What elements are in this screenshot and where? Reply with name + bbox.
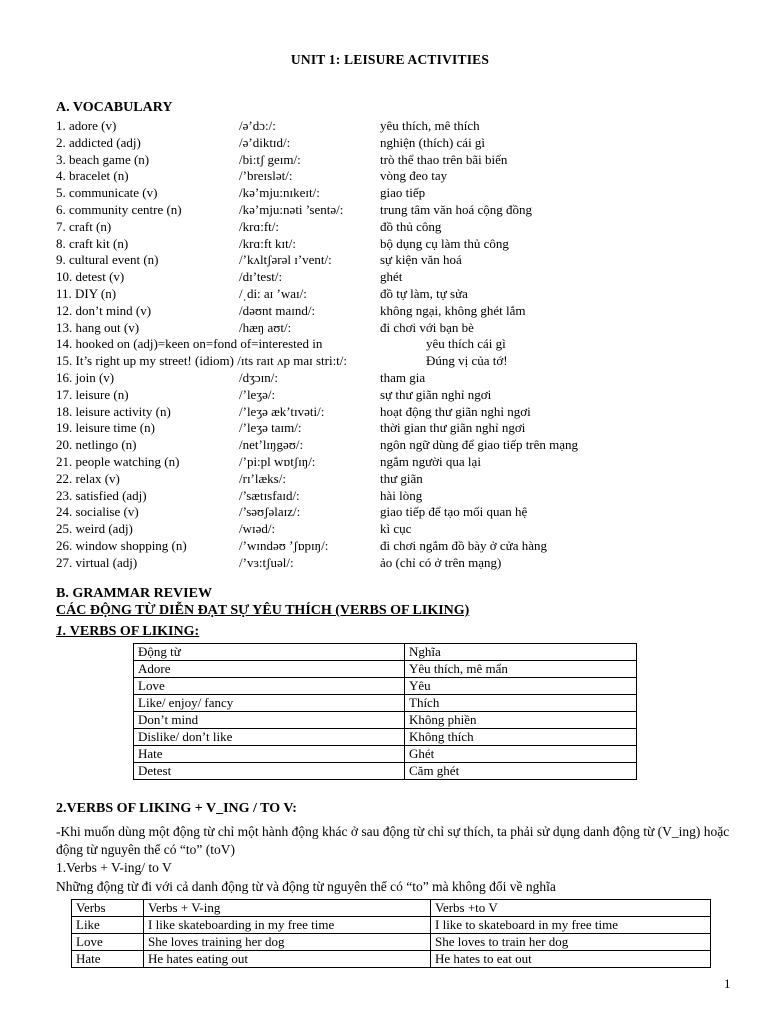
table-cell: Verbs <box>72 900 144 917</box>
vocab-meaning: ngắm người qua lại <box>380 453 481 469</box>
vocab-row <box>56 286 736 303</box>
table-cell: I like skateboarding in my free time <box>144 917 431 934</box>
vocab-ipa: /ə’diktɪd/: <box>239 134 291 150</box>
vocab-meaning: trung tâm văn hoá cộng đồng <box>380 201 532 217</box>
vocab-row <box>56 420 736 437</box>
vocab-word: 25. weird (adj) <box>56 521 133 537</box>
table-row <box>72 934 711 951</box>
vocab-word: 3. beach game (n) <box>56 151 150 167</box>
vocab-row <box>56 135 736 152</box>
table-cell: Căm ghét <box>405 763 637 780</box>
table-row <box>134 678 637 695</box>
table-cell: Verbs +to V <box>431 900 711 917</box>
vocab-row <box>56 471 736 488</box>
vocab-meaning: sự thư giãn nghỉ ngơi <box>380 386 492 402</box>
vocab-meaning: kì cục <box>380 521 412 537</box>
vocab-meaning: thư giãn <box>380 470 423 486</box>
table-cell: Adore <box>134 661 405 678</box>
vocab-ipa: /dʒɔɪn/: <box>239 369 278 385</box>
vocab-ipa: /hæŋ aʊt/: <box>239 319 292 335</box>
vocab-ipa: /kə’mju:nəti ’sentə/: <box>239 201 344 217</box>
vocab-meaning: hài lòng <box>380 487 423 503</box>
vocab-ipa: /kə’mju:nɪkeɪt/: <box>239 185 320 201</box>
vocab-meaning: đồ tự làm, tự sửa <box>380 285 468 301</box>
vocab-ipa: /’leʒə æk’tɪvəti/: <box>239 403 325 419</box>
vocab-row <box>56 236 736 253</box>
vocab-word: 23. satisfied (adj) <box>56 487 147 503</box>
table-cell: Hate <box>134 746 405 763</box>
vocab-ipa: /dəʊnt maɪnd/: <box>239 302 316 318</box>
vocab-word: 9. cultural event (n) <box>56 252 159 268</box>
vocab-row <box>56 269 736 286</box>
vocab-row <box>56 370 736 387</box>
unit-title: UNIT 1: LEISURE ACTIVITIES <box>290 52 490 67</box>
table-cell: Detest <box>134 763 405 780</box>
vocab-ipa: /’sætɪsfaɪd/: <box>239 487 300 503</box>
table-cell: Love <box>134 678 405 695</box>
table-row <box>134 661 637 678</box>
vocab-row <box>56 488 736 505</box>
vocab-row <box>56 185 736 202</box>
vocab-row <box>56 152 736 169</box>
section-b-heading: B. GRAMMAR REVIEW <box>56 586 212 601</box>
subsection-2-heading: 2.VERBS OF LIKING + V_ING / TO V: <box>56 801 297 816</box>
vocab-word: 16. join (v) <box>56 369 115 385</box>
table-cell: Dislike/ don’t like <box>134 729 405 746</box>
vocab-meaning: yêu thích, mê thích <box>380 118 480 133</box>
vocab-row <box>56 303 736 320</box>
table-row <box>72 900 711 917</box>
vocab-row <box>56 538 736 555</box>
vocab-ipa: /net’lɪŋgəʊ/: <box>239 437 304 453</box>
table-cell: Thích <box>405 695 637 712</box>
vocab-row <box>56 454 736 471</box>
table-row <box>134 644 637 661</box>
vocab-word: 22. relax (v) <box>56 470 120 486</box>
vocab-word: 18. leisure activity (n) <box>56 403 171 419</box>
vocab-word: 14. hooked on (adj)=keen on=fond of=interested in <box>56 336 323 352</box>
rule-description: Những động từ đi với cả danh động từ và động từ nguyên thể có “to” mà không đổi về nghĩa <box>56 879 556 894</box>
vocab-ipa: /’leʒə/: <box>239 386 276 402</box>
vocab-row <box>56 168 736 185</box>
vocab-meaning: bộ dụng cụ làm thủ công <box>380 235 509 251</box>
table-cell: She loves to train her dog <box>431 934 711 951</box>
vocab-ipa: /ə’dɔ:/: <box>239 118 276 133</box>
table-cell: Like/ enjoy/ fancy <box>134 695 405 712</box>
table-row <box>134 729 637 746</box>
vocab-ipa: /krɑ:ft kɪt/: <box>239 235 296 251</box>
table-cell: Like <box>72 917 144 934</box>
section-a-heading: A. VOCABULARY <box>56 100 173 115</box>
page-number: 1 <box>724 976 731 991</box>
table-cell: I like to skateboard in my free time <box>431 917 711 934</box>
vocab-ipa: /wɪəd/: <box>239 521 276 537</box>
vocab-row <box>56 202 736 219</box>
vocab-word: 24. socialise (v) <box>56 504 139 520</box>
examples-table <box>71 899 711 968</box>
vocabulary-list <box>56 118 736 572</box>
vocab-meaning: vòng đeo tay <box>380 168 448 184</box>
verbs-of-liking-heading: CÁC ĐỘNG TỪ DIỄN ĐẠT SỰ YÊU THÍCH (VERBS OF LIKING) <box>56 603 470 618</box>
vocab-word: 4. bracelet (n) <box>56 168 129 184</box>
vocab-ipa: /rɪ’læks/: <box>239 470 286 486</box>
subsection-1-heading <box>56 624 199 640</box>
table-cell: Không thích <box>405 729 637 746</box>
vocab-ipa: /’wɪndəʊ ’ʃɒpɪŋ/: <box>239 537 329 553</box>
table-row <box>72 917 711 934</box>
vocab-meaning: sự kiện văn hoá <box>380 252 462 268</box>
vocab-row <box>56 404 736 421</box>
vocab-meaning: yêu thích cái gì <box>426 336 506 352</box>
vocab-meaning: ghét <box>380 269 403 285</box>
vocab-meaning: không ngại, không ghét lắm <box>380 302 526 318</box>
vocab-word: 7. craft (n) <box>56 218 112 234</box>
table-cell: He hates to eat out <box>431 951 711 968</box>
vocab-ipa: /dɪ’test/: <box>239 269 283 285</box>
vocab-meaning: trò thể thao trên bãi biển <box>380 151 508 167</box>
vocab-word: 10. detest (v) <box>56 269 125 285</box>
vocab-ipa: /bi:tʃ geɪm/: <box>239 151 301 167</box>
vocab-row <box>56 320 736 337</box>
vocab-word: 27. virtual (adj) <box>56 554 138 570</box>
vocab-word: 1. adore (v) <box>56 118 117 133</box>
vocab-ipa: /’leʒə taɪm/: <box>239 420 302 436</box>
vocab-word: 26. window shopping (n) <box>56 537 187 553</box>
vocab-word: 5. communicate (v) <box>56 185 158 201</box>
vocab-row <box>56 555 736 572</box>
table-cell: Yêu thích, mê mẩn <box>405 661 637 678</box>
table-row <box>72 951 711 968</box>
vocab-word: 6. community centre (n) <box>56 201 182 217</box>
vocab-meaning: Đúng vị của tớ! <box>426 353 508 369</box>
vocab-row <box>56 521 736 538</box>
table-cell: Hate <box>72 951 144 968</box>
table-row <box>134 695 637 712</box>
explanation-paragraph: -Khi muốn dùng một động từ chỉ một hành động khác ở sau động từ chỉ sự thích, ta phải sử dụng danh động từ (V_ing) hoặc động từ nguyên thể có “to” (toV) <box>56 824 730 857</box>
vocab-ipa: /’breɪslət/: <box>239 168 293 184</box>
vocab-row <box>56 504 736 521</box>
verbs-meaning-table <box>133 643 637 780</box>
vocab-word: 2. addicted (adj) <box>56 134 141 150</box>
vocab-word: 11. DIY (n) <box>56 285 117 301</box>
table-cell: Không phiền <box>405 712 637 729</box>
table-cell: Don’t mind <box>134 712 405 729</box>
vocab-row <box>56 353 736 370</box>
vocab-row <box>56 437 736 454</box>
vocab-row <box>56 387 736 404</box>
vocab-ipa: /ˌdi: aɪ ’waɪ/: <box>239 285 307 301</box>
vocab-word: 13. hang out (v) <box>56 319 140 335</box>
subsection-1-number: 1. <box>56 624 67 639</box>
vocab-ipa: /’səʊʃəlaɪz/: <box>239 504 301 520</box>
vocab-ipa: /’kʌltʃərəl ɪ’vent/: <box>239 252 332 268</box>
vocab-meaning: đi chơi ngắm đồ bày ở cửa hàng <box>380 537 548 553</box>
table-cell: She loves training her dog <box>144 934 431 951</box>
vocab-meaning: nghiện (thích) cái gì <box>380 134 486 150</box>
table-row <box>134 746 637 763</box>
subsection-1-text: VERBS OF LIKING: <box>66 624 200 639</box>
vocab-meaning: giao tiếp <box>380 185 426 201</box>
vocab-row <box>56 336 736 353</box>
vocab-word: 21. people watching (n) <box>56 453 180 469</box>
table-cell: He hates eating out <box>144 951 431 968</box>
table-cell: Verbs + V-ing <box>144 900 431 917</box>
vocab-meaning: đi chơi với bạn bè <box>380 319 474 335</box>
vocab-word: 12. don’t mind (v) <box>56 302 152 318</box>
vocab-ipa: /krɑ:ft/: <box>239 218 280 234</box>
table-row <box>134 712 637 729</box>
vocab-row <box>56 252 736 269</box>
vocab-row <box>56 219 736 236</box>
table-cell: Nghĩa <box>405 644 637 661</box>
vocab-meaning: giao tiếp để tạo mối quan hệ <box>380 504 528 520</box>
vocab-meaning: ảo (chỉ có ở trên mạng) <box>380 554 502 570</box>
vocab-word: 20. netlingo (n) <box>56 437 137 453</box>
vocab-word: 8. craft kit (n) <box>56 235 129 251</box>
vocab-word: 19. leisure time (n) <box>56 420 155 436</box>
vocab-word: 15. It’s right up my street! (idiom) /ɪts raɪt ʌp maɪ stri:t/: <box>56 353 348 369</box>
vocab-meaning: tham gia <box>380 369 426 385</box>
vocab-ipa: /’pi:pl wɒtʃɪŋ/: <box>239 453 316 469</box>
vocab-word: 17. leisure (n) <box>56 386 129 402</box>
table-cell: Động từ <box>134 644 405 661</box>
vocab-meaning: đồ thủ công <box>380 218 442 234</box>
table-cell: Love <box>72 934 144 951</box>
rule-line: 1.Verbs + V-ing/ to V <box>56 860 172 875</box>
table-row <box>134 763 637 780</box>
vocab-meaning: ngôn ngữ dùng để giao tiếp trên mạng <box>380 437 579 453</box>
table-cell: Yêu <box>405 678 637 695</box>
vocab-meaning: hoạt động thư giãn nghỉ ngơi <box>380 403 531 419</box>
table-cell: Ghét <box>405 746 637 763</box>
vocab-meaning: thời gian thư giãn nghỉ ngơi <box>380 420 526 436</box>
vocab-row <box>56 118 736 135</box>
vocab-ipa: /’vɜ:tʃuəl/: <box>239 554 294 570</box>
